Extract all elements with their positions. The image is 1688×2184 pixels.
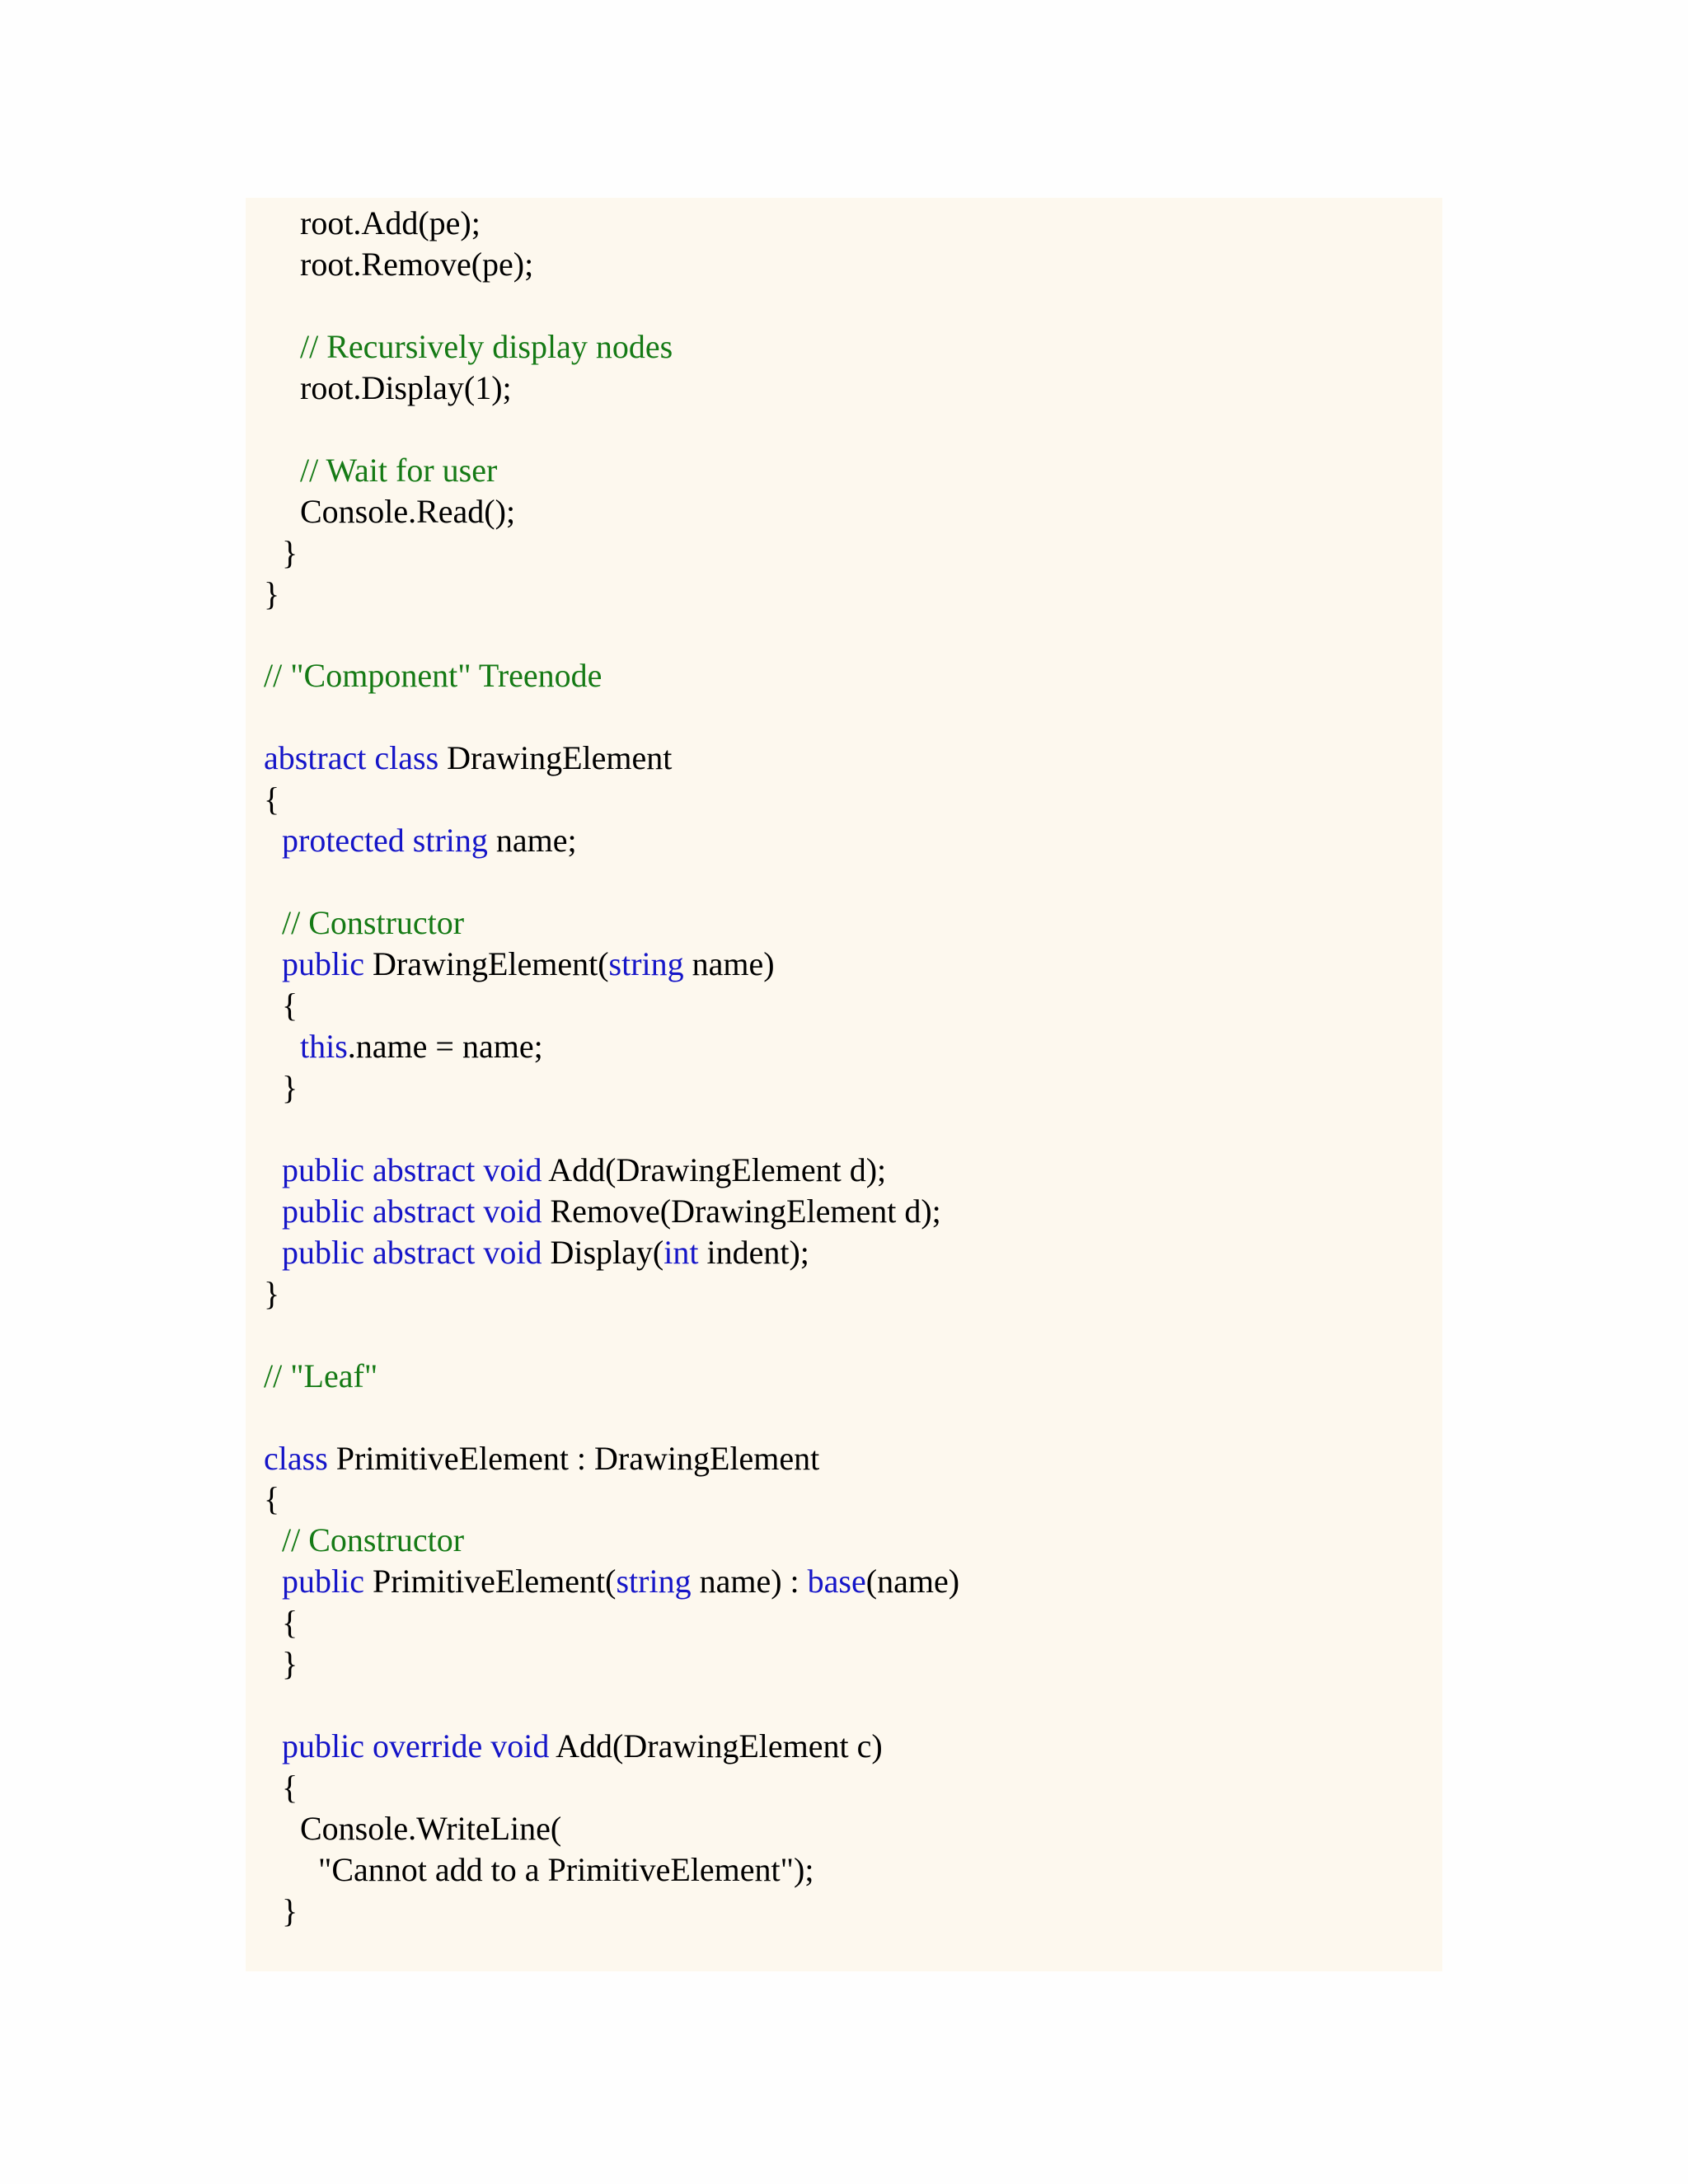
code-text: DrawingElement bbox=[438, 739, 673, 777]
code-line bbox=[264, 1273, 279, 1315]
code-text: Add(DrawingElement d); bbox=[542, 1151, 887, 1188]
code-text: name) bbox=[683, 945, 775, 983]
code-line bbox=[282, 1232, 809, 1273]
code-line bbox=[282, 1602, 298, 1643]
code-keyword: string bbox=[616, 1563, 692, 1601]
code-comment: // "Leaf" bbox=[264, 1357, 378, 1394]
code-line bbox=[264, 1438, 819, 1479]
code-line bbox=[282, 532, 298, 574]
code-line bbox=[282, 1891, 298, 1932]
code-line bbox=[264, 574, 279, 615]
code-text: Add(DrawingElement c) bbox=[549, 1727, 883, 1765]
code-keyword: string bbox=[608, 945, 684, 983]
code-text: } bbox=[282, 1645, 298, 1683]
code-text: indent); bbox=[698, 1233, 809, 1271]
code-text: PrimitiveElement : DrawingElement bbox=[327, 1439, 820, 1477]
code-text: } bbox=[264, 1274, 280, 1312]
code-text: root.Display(1); bbox=[300, 368, 512, 406]
code-line bbox=[300, 203, 481, 244]
code-comment: // Constructor bbox=[282, 904, 465, 942]
code-line bbox=[300, 1808, 561, 1849]
code-text: Display( bbox=[542, 1233, 664, 1271]
code-text: .name = name; bbox=[347, 1028, 543, 1065]
code-text: { bbox=[264, 780, 280, 818]
code-keyword: public bbox=[282, 945, 364, 983]
code-keyword: abstract class bbox=[264, 739, 439, 777]
code-keyword: public abstract void bbox=[282, 1151, 542, 1188]
code-text: Console.Read(); bbox=[300, 492, 516, 530]
code-text: root.Add(pe); bbox=[300, 204, 481, 241]
code-keyword: public abstract void bbox=[282, 1192, 542, 1230]
code-text: } bbox=[264, 574, 280, 612]
code-text: name; bbox=[487, 822, 577, 860]
code-line bbox=[282, 902, 464, 944]
code-listing-panel bbox=[246, 198, 1442, 1971]
code-comment: // "Component" Treenode bbox=[264, 657, 603, 695]
code-text: root.Remove(pe); bbox=[300, 245, 534, 283]
code-text: } bbox=[282, 1891, 298, 1929]
code-line bbox=[264, 779, 279, 820]
code-line bbox=[282, 1150, 886, 1191]
code-line bbox=[264, 738, 672, 779]
code-line bbox=[282, 944, 775, 985]
code-text: "Cannot add to a PrimitiveElement"); bbox=[318, 1851, 814, 1888]
code-line bbox=[282, 1561, 959, 1602]
code-line bbox=[264, 1356, 377, 1397]
code-text: } bbox=[282, 533, 298, 571]
code-keyword: public abstract void bbox=[282, 1233, 542, 1271]
code-text: { bbox=[282, 1604, 298, 1642]
code-text: (name) bbox=[865, 1563, 960, 1601]
code-text: PrimitiveElement( bbox=[363, 1563, 617, 1601]
code-line bbox=[282, 1067, 298, 1108]
code-comment: // Constructor bbox=[282, 1521, 465, 1559]
code-keyword: int bbox=[663, 1233, 699, 1271]
code-text: Remove(DrawingElement d); bbox=[542, 1192, 941, 1230]
code-line bbox=[282, 1767, 298, 1808]
code-line bbox=[282, 1520, 464, 1561]
code-line bbox=[264, 1479, 279, 1520]
code-line bbox=[300, 491, 515, 532]
code-text: { bbox=[264, 1480, 280, 1518]
code-line bbox=[264, 655, 602, 696]
code-line bbox=[282, 1643, 298, 1685]
code-text: Console.WriteLine( bbox=[300, 1810, 562, 1848]
code-text: } bbox=[282, 1068, 298, 1106]
code-comment: // Recursively display nodes bbox=[300, 327, 673, 365]
code-line bbox=[300, 326, 673, 368]
code-line bbox=[282, 985, 298, 1026]
code-keyword: public override void bbox=[282, 1727, 550, 1765]
code-line bbox=[282, 1726, 883, 1767]
code-line bbox=[318, 1849, 814, 1891]
code-keyword: class bbox=[264, 1439, 328, 1477]
code-line bbox=[282, 820, 577, 861]
code-keyword: protected string bbox=[282, 822, 488, 860]
code-line bbox=[300, 450, 497, 491]
code-text: DrawingElement( bbox=[363, 945, 609, 983]
code-keyword: base bbox=[807, 1563, 866, 1601]
code-line bbox=[282, 1191, 941, 1232]
code-line bbox=[300, 1026, 543, 1067]
code-keyword: this bbox=[300, 1028, 348, 1065]
code-keyword: public bbox=[282, 1563, 364, 1601]
code-text: { bbox=[282, 987, 298, 1024]
code-line bbox=[300, 368, 512, 409]
code-text: name) : bbox=[691, 1563, 808, 1601]
code-line bbox=[300, 244, 533, 285]
code-comment: // Wait for user bbox=[300, 451, 498, 489]
code-text: { bbox=[282, 1769, 298, 1807]
